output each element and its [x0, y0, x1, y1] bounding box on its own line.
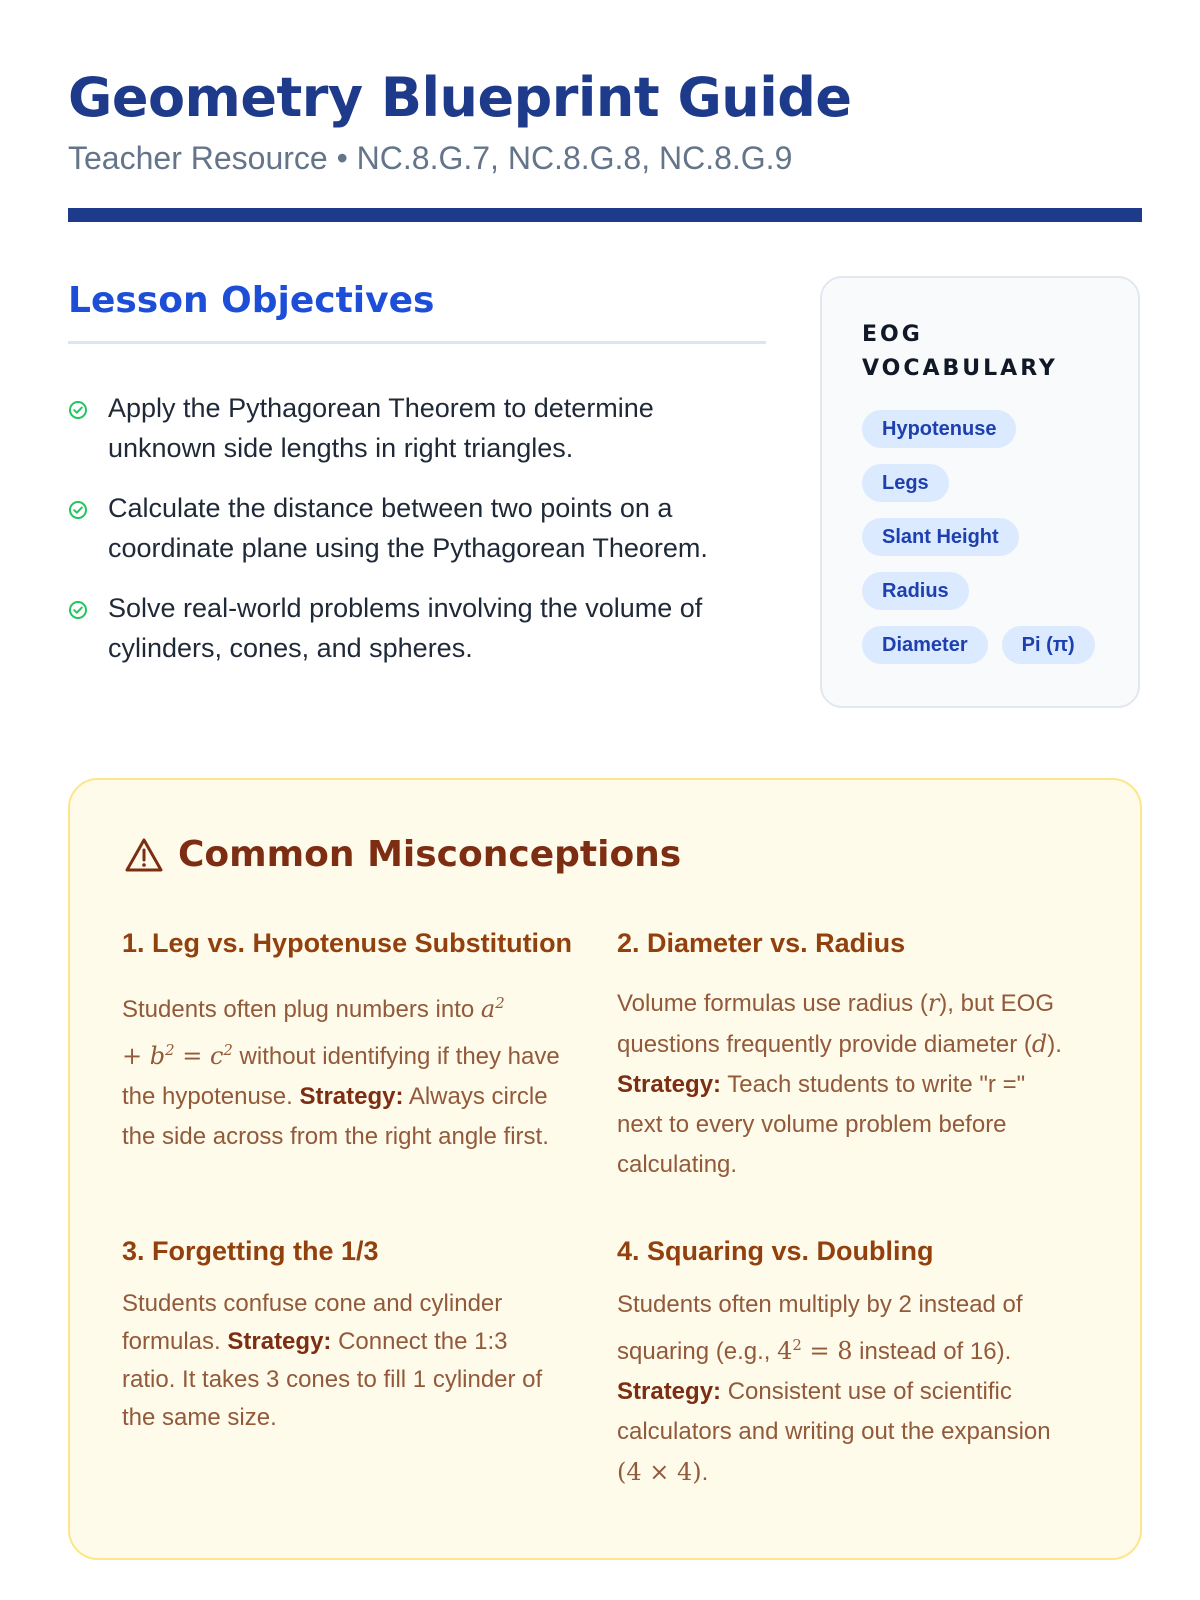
misconception-text: Students confuse cone and cylinder formulas. Strategy: Connect the 1:3 ratio. It takes 3 cones to fill 1 cylinder of the same size. — [122, 1290, 543, 1431]
misconception-text: Volume formulas use radius (r), but EOG questions frequently provide diameter (d). Strategy: Teach students to write "r =" next to every volume problem before calculating. — [617, 989, 1062, 1178]
vocab-chip-slant-height: Slant Height — [862, 518, 1019, 556]
objectives-heading: Lesson Objectives — [68, 280, 435, 321]
math-expression: d — [1031, 1030, 1048, 1058]
math-expression: (4 × 4) — [617, 1458, 702, 1486]
vocab-chip-diameter: Diameter — [862, 626, 988, 664]
vocab-chip-legs: Legs — [862, 464, 949, 502]
misconception-item — [122, 928, 582, 1157]
misconception-title: 4. Squaring vs. Doubling — [617, 1236, 934, 1266]
math-expression: r — [927, 989, 940, 1017]
math-expression: $a^2$ — [480, 994, 505, 1023]
objectives-list — [68, 388, 768, 688]
objective-text: Apply the Pythagorean Theorem to determine unknown side lengths in right triangles. — [108, 393, 654, 463]
misconception-item — [122, 1236, 562, 1437]
list-item — [68, 388, 768, 468]
check-circle-icon — [68, 500, 88, 520]
list-item — [68, 588, 768, 668]
check-circle-icon — [68, 600, 88, 620]
misconception-text: Students often plug numbers into $a^2$ + $b^2 = c^2$ without identifying if they have the hypotenuse. Strategy: Always circle the side across from the right angle first. — [122, 994, 560, 1150]
title-divider — [68, 208, 1142, 222]
objective-text: Solve real-world problems involving the volume of cylinders, cones, and spheres. — [108, 593, 703, 663]
list-item — [68, 488, 768, 568]
vocabulary-title: EOG VOCABULARY — [862, 322, 1058, 381]
warning-triangle-icon — [124, 836, 164, 874]
misconception-text: Students often multiply by 2 instead of squaring (e.g., $4^2 = 8$ instead of 16). Strategy: Consistent use of scientific calculators and writing out the expansion (4 × 4). — [617, 1291, 1051, 1486]
objectives-divider — [68, 341, 766, 344]
math-expression: $4^2 = 8$ — [777, 1336, 853, 1365]
misconceptions-header — [124, 834, 681, 875]
vocabulary-card — [820, 276, 1140, 708]
vocabulary-chips — [862, 410, 1110, 664]
page-subtitle: Teacher Resource • NC.8.G.7, NC.8.G.8, NC.8.G.9 — [68, 140, 793, 176]
page-title: Geometry Blueprint Guide — [68, 66, 852, 129]
misconception-item — [617, 928, 1072, 1185]
misconceptions-card — [68, 778, 1142, 1560]
check-circle-icon — [68, 400, 88, 420]
misconception-title: 3. Forgetting the 1/3 — [122, 1236, 379, 1266]
vocab-chip-hypotenuse: Hypotenuse — [862, 410, 1016, 448]
misconception-title: 2. Diameter vs. Radius — [617, 928, 906, 958]
vocab-chip-pi: Pi (π) — [1002, 626, 1095, 664]
objective-text: Calculate the distance between two points on a coordinate plane using the Pythagorean Theorem. — [108, 493, 708, 563]
misconception-item — [617, 1236, 1057, 1493]
misconception-title: 1. Leg vs. Hypotenuse Substitution — [122, 928, 573, 958]
misconceptions-heading: Common Misconceptions — [178, 834, 682, 875]
vocab-chip-radius: Radius — [862, 572, 969, 610]
